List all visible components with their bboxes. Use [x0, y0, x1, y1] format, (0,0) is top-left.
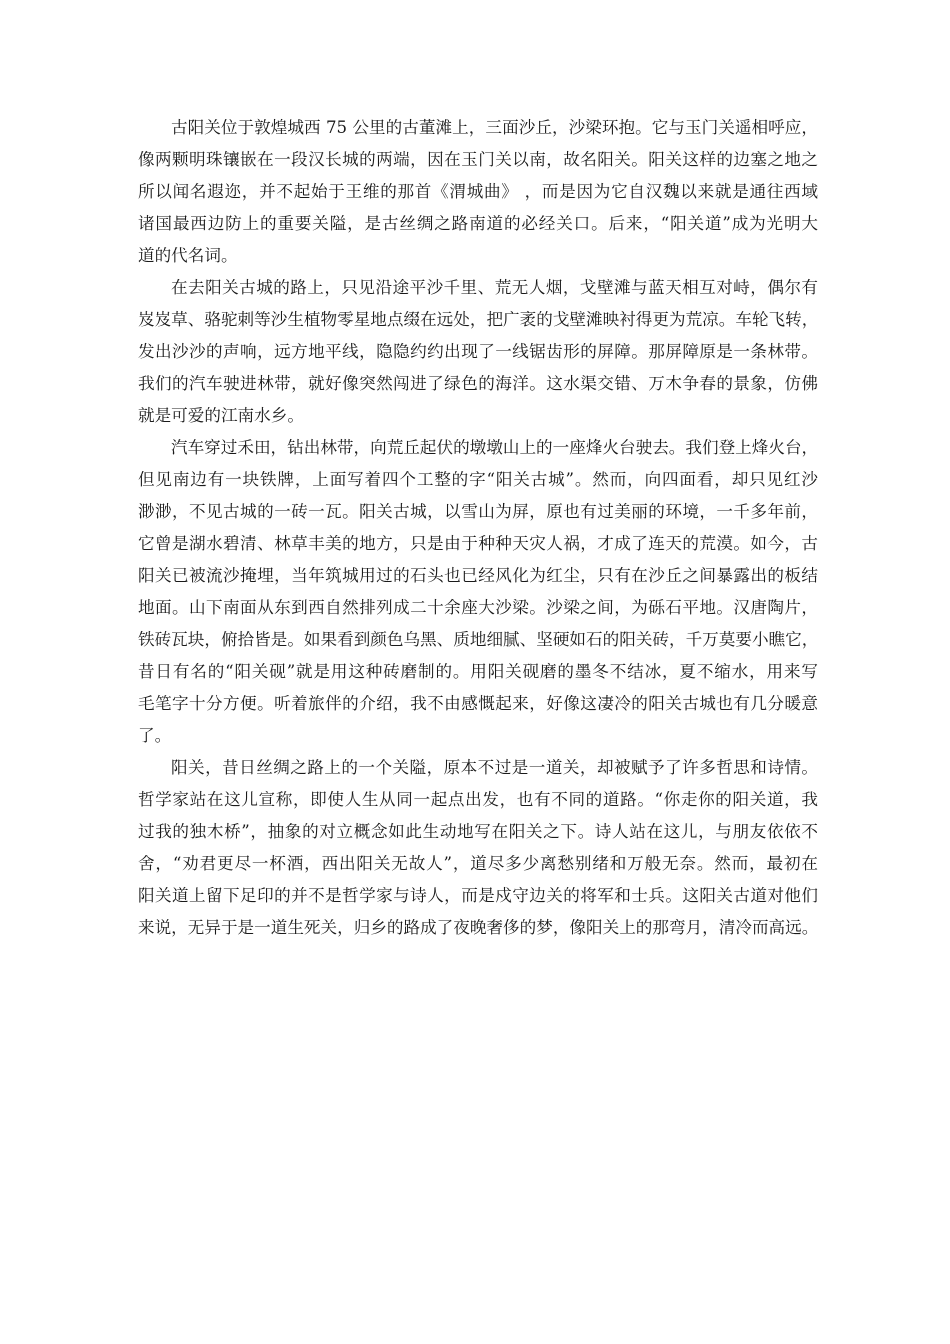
text-line: 汽车穿过禾田，钻出林带，向荒丘起伏的墩墩山上的一座烽火台驶去。我们登上烽火台， — [171, 438, 819, 457]
paragraph-3 — [138, 432, 818, 752]
paragraph-1 — [138, 112, 818, 272]
text-line: 道的代名词。 — [138, 246, 238, 265]
text-line: 阳关已被流沙掩埋，当年筑城用过的石头也已经风化为红尘，只有在沙丘之间暴露出的板结 — [138, 566, 818, 585]
text-line: 就是可爱的江南水乡。 — [138, 406, 304, 425]
article-body — [138, 112, 818, 944]
text-line: 我们的汽车驶进林带，就好像突然闯进了绿色的海洋。这水渠交错、万木争春的景象，仿佛 — [138, 374, 818, 393]
text-line: 岌岌草、骆驼刺等沙生植物零星地点缀在远处，把广袤的戈壁滩映衬得更为荒凉。车轮飞转， — [138, 310, 819, 329]
text-line: 地面。山下南面从东到西自然排列成二十余座大沙梁。沙梁之间，为砾石平地。汉唐陶片， — [138, 598, 818, 617]
text-line: 哲学家站在这儿宣称，即使人生从同一起点出发，也有不同的道路。“你走你的阳关道，我 — [138, 790, 818, 809]
text-line: 舍，“劝君更尽一杯酒，西出阳关无故人”，道尽多少离愁别绪和万般无奈。然而，最初在 — [138, 854, 818, 873]
text-line: 阳关，昔日丝绸之路上的一个关隘，原本不过是一道关，却被赋予了许多哲思和诗情。 — [171, 758, 818, 777]
text-line: 它曾是湖水碧清、林草丰美的地方，只是由于种种天灾人祸，才成了连天的荒漠。如今，古 — [138, 534, 818, 553]
text-line: 在去阳关古城的路上，只见沿途平沙千里、荒无人烟，戈壁滩与蓝天相互对峙，偶尔有 — [171, 278, 818, 297]
text-line: 铁砖瓦块，俯拾皆是。如果看到颜色乌黑、质地细腻、坚硬如石的阳关砖，千万莫要小瞧它， — [138, 630, 819, 649]
text-line: 但见南边有一块铁牌，上面写着四个工整的字“阳关古城”。然而，向四面看，却只见红沙 — [138, 470, 818, 489]
text-line: 了。 — [138, 726, 172, 745]
text-line: 过我的独木桥”，抽象的对立概念如此生动地写在阳关之下。诗人站在这儿，与朋友依依不 — [138, 822, 818, 841]
text-line: 昔日有名的“阳关砚”就是用这种砖磨制的。用阳关砚磨的墨冬不结冰，夏不缩水，用来写 — [138, 662, 818, 681]
text-line: 阳关道上留下足印的并不是哲学家与诗人，而是戍守边关的将军和士兵。这阳关古道对他们 — [138, 886, 818, 905]
paragraph-2 — [138, 272, 818, 432]
text-line: 发出沙沙的声响，远方地平线，隐隐约约出现了一线锯齿形的屏障。那屏障原是一条林带。 — [138, 342, 818, 361]
text-line: 所以闻名遐迩，并不起始于王维的那首《渭城曲》 ，而是因为它自汉魏以来就是通往西域 — [138, 182, 818, 201]
paragraph-4 — [138, 752, 818, 944]
text-line: 像两颗明珠镶嵌在一段汉长城的两端，因在玉门关以南，故名阳关。阳关这样的边塞之地之 — [138, 150, 818, 169]
text-line: 来说，无异于是一道生死关，归乡的路成了夜晚奢侈的梦，像阳关上的那弯月，清冷而高远。 — [138, 918, 819, 937]
text-line: 渺渺，不见古城的一砖一瓦。阳关古城，以雪山为屏，原也有过美丽的环境，一千多年前， — [138, 502, 818, 521]
text-line: 古阳关位于敦煌城西 75 公里的古董滩上，三面沙丘，沙梁环抱。它与玉门关遥相呼应， — [171, 118, 818, 137]
text-line: 诸国最西边防上的重要关隘，是古丝绸之路南道的必经关口。后来，“阳关道”成为光明大 — [138, 214, 818, 233]
text-line: 毛笔字十分方便。听着旅伴的介绍，我不由感慨起来，好像这凄冷的阳关古城也有几分暖意 — [138, 694, 818, 713]
